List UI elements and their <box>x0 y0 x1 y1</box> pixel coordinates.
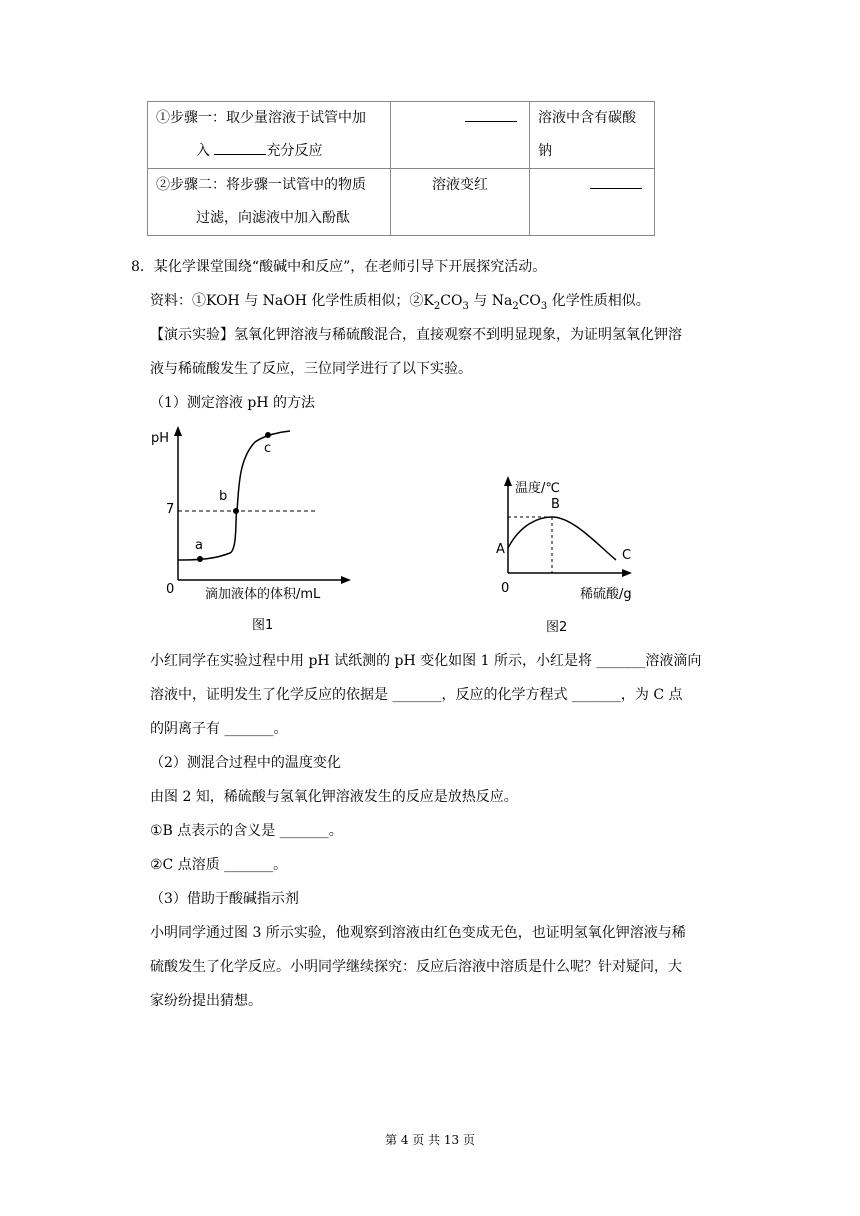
table-cell-conclusion <box>530 169 655 236</box>
fig1-caption: 图1 <box>252 618 274 633</box>
fig2-point-B-label: B <box>551 497 560 512</box>
fig2-caption: 图2 <box>546 620 568 635</box>
x-axis-arrow <box>622 569 632 577</box>
fig1-y-label: pH <box>151 431 170 446</box>
demo-line-1: 【演示实验】氢氧化钾溶液与稀硫酸混合，直接观察不到明显现象，为证明氢氧化钾溶 <box>150 327 682 343</box>
fig2-y-label: 温度/℃ <box>515 481 560 496</box>
question-title: 8．某化学课堂围绕“酸碱中和反应”，在老师引导下开展探究活动。 <box>131 259 547 275</box>
step1-line1: ①步骤一：取少量溶液于试管中加 <box>156 110 366 126</box>
p1-line-2: 溶液中，证明发生了化学反应的依据是 _______，反应的化学方程式 _______，为 C 点 <box>150 687 683 703</box>
page-footer: 第 4 页 共 13 页 <box>385 1133 475 1147</box>
fig1-origin: 0 <box>166 582 175 597</box>
table-cell-step <box>148 169 391 236</box>
info-line: 资料：①KOH 与 NaOH 化学性质相似；$②K_2CO_3$ 与 $Na_2CO_3$ 化学性质相似。 <box>150 293 650 312</box>
part2-heading: （2）测混合过程中的温度变化 <box>150 755 341 771</box>
y-axis-arrow <box>504 476 512 486</box>
table-cell-phenomenon <box>391 102 530 169</box>
answer-blank <box>214 140 266 155</box>
step2-line2: 过滤，向滤液中加入酚酞 <box>196 210 350 226</box>
step1-line2: 入 <box>196 143 215 159</box>
y-axis-arrow <box>174 426 182 436</box>
p2-line-3: ②C 点溶质 _______。 <box>150 857 288 873</box>
fig2-x-label: 稀硫酸/g <box>580 587 632 602</box>
x-axis-arrow <box>341 576 351 584</box>
table-row <box>148 169 655 236</box>
table-row <box>148 102 655 169</box>
temperature-curve <box>508 517 616 560</box>
experiment-table <box>147 101 655 236</box>
part3-heading: （3）借助于酸碱指示剂 <box>150 891 299 907</box>
point-a <box>197 556 203 562</box>
fig2-point-C-label: C <box>622 548 632 563</box>
part1-heading: （1）测定溶液 pH 的方法 <box>150 395 315 411</box>
p3-line-1: 小明同学通过图 3 所示实验，他观察到溶液由红色变成无色，也证明氢氧化钾溶液与稀 <box>150 925 686 941</box>
table-cell-phenomenon <box>391 169 530 236</box>
p1-line-1: 小红同学在实验过程中用 pH 试纸测的 pH 变化如图 1 所示，小红是将 _______溶液滴向 <box>150 653 702 669</box>
p1-line-3: 的阴离子有 _______。 <box>150 721 288 737</box>
fig1-point-a-label: a <box>195 538 203 553</box>
table-cell-step <box>148 102 391 169</box>
p2-line-1: 由图 2 知，稀硫酸与氢氧化钾溶液发生的反应是放热反应。 <box>150 789 518 805</box>
figure1-ph-chart <box>140 420 370 640</box>
fig1-tick-7: 7 <box>166 502 175 517</box>
fig2-origin: 0 <box>501 581 510 596</box>
fig1-point-b-label: b <box>219 489 228 504</box>
demo-line-2: 液与稀硫酸发生了反应，三位同学进行了以下实验。 <box>150 361 472 377</box>
step1-line2-tail: 充分反应 <box>266 143 323 159</box>
phenomenon-text: 溶液变红 <box>432 177 488 193</box>
table-cell-conclusion <box>530 102 655 169</box>
point-b <box>233 508 239 514</box>
answer-blank <box>590 174 642 189</box>
p3-line-3: 家纷纷提出猜想。 <box>150 993 262 1009</box>
fig2-point-A-label: A <box>496 542 505 557</box>
p3-line-2: 硫酸发生了化学反应。小明同学继续探究：反应后溶液中溶质是什么呢？针对疑问，大 <box>150 959 682 975</box>
figure2-temperature-chart <box>488 470 648 600</box>
fig1-point-c-label: c <box>264 441 272 456</box>
answer-blank <box>465 107 517 122</box>
fig1-x-label: 滴加液体的体积/mL <box>205 587 321 602</box>
conclusion-text: 溶液中含有碳酸钠 <box>538 110 636 159</box>
p2-line-2: ①B 点表示的含义是 _______。 <box>150 823 343 839</box>
step2-line1: ②步骤二：将步骤一试管中的物质 <box>156 177 366 193</box>
point-c <box>265 432 271 438</box>
